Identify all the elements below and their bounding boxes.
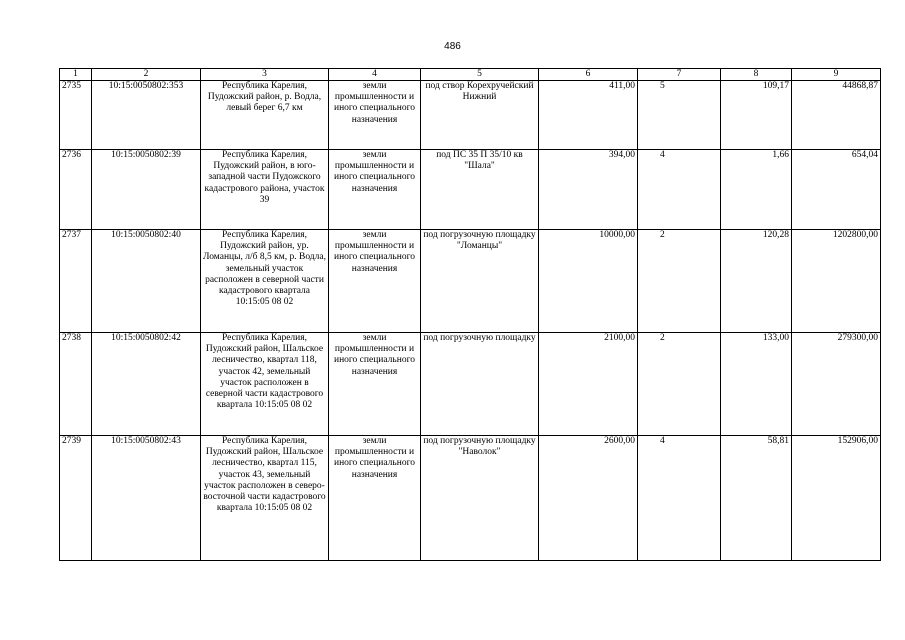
- row-number: 2737: [60, 230, 92, 333]
- column-header: 4: [329, 69, 421, 81]
- column-8-value: 58,81: [721, 436, 792, 561]
- address: Республика Карелия, Пудожский район, в юго-западной части Пудожского кадастрового района, участок 39: [201, 150, 329, 230]
- page-number: 486: [444, 41, 461, 52]
- column-9-value: 152906,00: [792, 436, 881, 561]
- permitted-use: под створ Корехручейский Нижний: [421, 81, 539, 150]
- address: Республика Карелия, Пудожский район, ур. Ломанцы, л/б 8,5 км, р. Водла, земельный участок расположен в северной части кадастрового квартала 10:15:05 08 02: [201, 230, 329, 333]
- column-9-value: 44868,87: [792, 81, 881, 150]
- column-9-value: 654,04: [792, 150, 881, 230]
- address: Республика Карелия, Пудожский район, Шальское лесничество, квартал 118, участок 42, земельный участок расположен в северной части кадастрового квартала 10:15:05 08 02: [201, 333, 329, 436]
- area-value: 2100,00: [539, 333, 638, 436]
- table-row: [60, 230, 881, 333]
- land-category: земли промышленности и иного специального назначения: [329, 230, 421, 333]
- column-7-value: 2: [638, 333, 721, 436]
- area-value: 394,00: [539, 150, 638, 230]
- cadastral-number: 10:15:0050802:39: [92, 150, 201, 230]
- cadastral-number: 10:15:0050802:40: [92, 230, 201, 333]
- column-8-value: 120,28: [721, 230, 792, 333]
- column-7-value: 4: [638, 150, 721, 230]
- table-row: [60, 333, 881, 436]
- row-number: 2738: [60, 333, 92, 436]
- address: Республика Карелия, Пудожский район, Шальское лесничество, квартал 115, участок 43, земельный участок расположен в северо-восточной части кадастрового квартала 10:15:05 08 02: [201, 436, 329, 561]
- column-9-value: 1202800,00: [792, 230, 881, 333]
- table-row: [60, 150, 881, 230]
- land-category: земли промышленности и иного специального назначения: [329, 81, 421, 150]
- area-value: 411,00: [539, 81, 638, 150]
- row-number: 2739: [60, 436, 92, 561]
- column-header: 8: [721, 69, 792, 81]
- column-9-value: 279300,00: [792, 333, 881, 436]
- column-header: 7: [638, 69, 721, 81]
- column-header: 5: [421, 69, 539, 81]
- table-row: [60, 436, 881, 561]
- row-number: 2736: [60, 150, 92, 230]
- column-7-value: 4: [638, 436, 721, 561]
- row-number: 2735: [60, 81, 92, 150]
- cadastral-number: 10:15:0050802:43: [92, 436, 201, 561]
- column-header: 9: [792, 69, 881, 81]
- column-8-value: 133,00: [721, 333, 792, 436]
- area-value: 10000,00: [539, 230, 638, 333]
- cadastral-number: 10:15:0050802:353: [92, 81, 201, 150]
- column-8-value: 109,17: [721, 81, 792, 150]
- column-header: 3: [201, 69, 329, 81]
- land-category: земли промышленности и иного специального назначения: [329, 436, 421, 561]
- table-header-row: [60, 69, 881, 81]
- land-category: земли промышленности и иного специального назначения: [329, 333, 421, 436]
- column-8-value: 1,66: [721, 150, 792, 230]
- table-row: [60, 81, 881, 150]
- permitted-use: под погрузочную площадку: [421, 333, 539, 436]
- address: Республика Карелия, Пудожский район, р. Водла, левый берег 6,7 км: [201, 81, 329, 150]
- cadastral-number: 10:15:0050802:42: [92, 333, 201, 436]
- column-header: 2: [92, 69, 201, 81]
- permitted-use: под погрузочную площадку "Ломанцы": [421, 230, 539, 333]
- column-header: 6: [539, 69, 638, 81]
- permitted-use: под погрузочную площадку "Наволок": [421, 436, 539, 561]
- column-7-value: 5: [638, 81, 721, 150]
- permitted-use: под ПС 35 П 35/10 кв "Шала": [421, 150, 539, 230]
- land-registry-table: [59, 68, 881, 561]
- column-header: 1: [60, 69, 92, 81]
- land-category: земли промышленности и иного специального назначения: [329, 150, 421, 230]
- column-7-value: 2: [638, 230, 721, 333]
- area-value: 2600,00: [539, 436, 638, 561]
